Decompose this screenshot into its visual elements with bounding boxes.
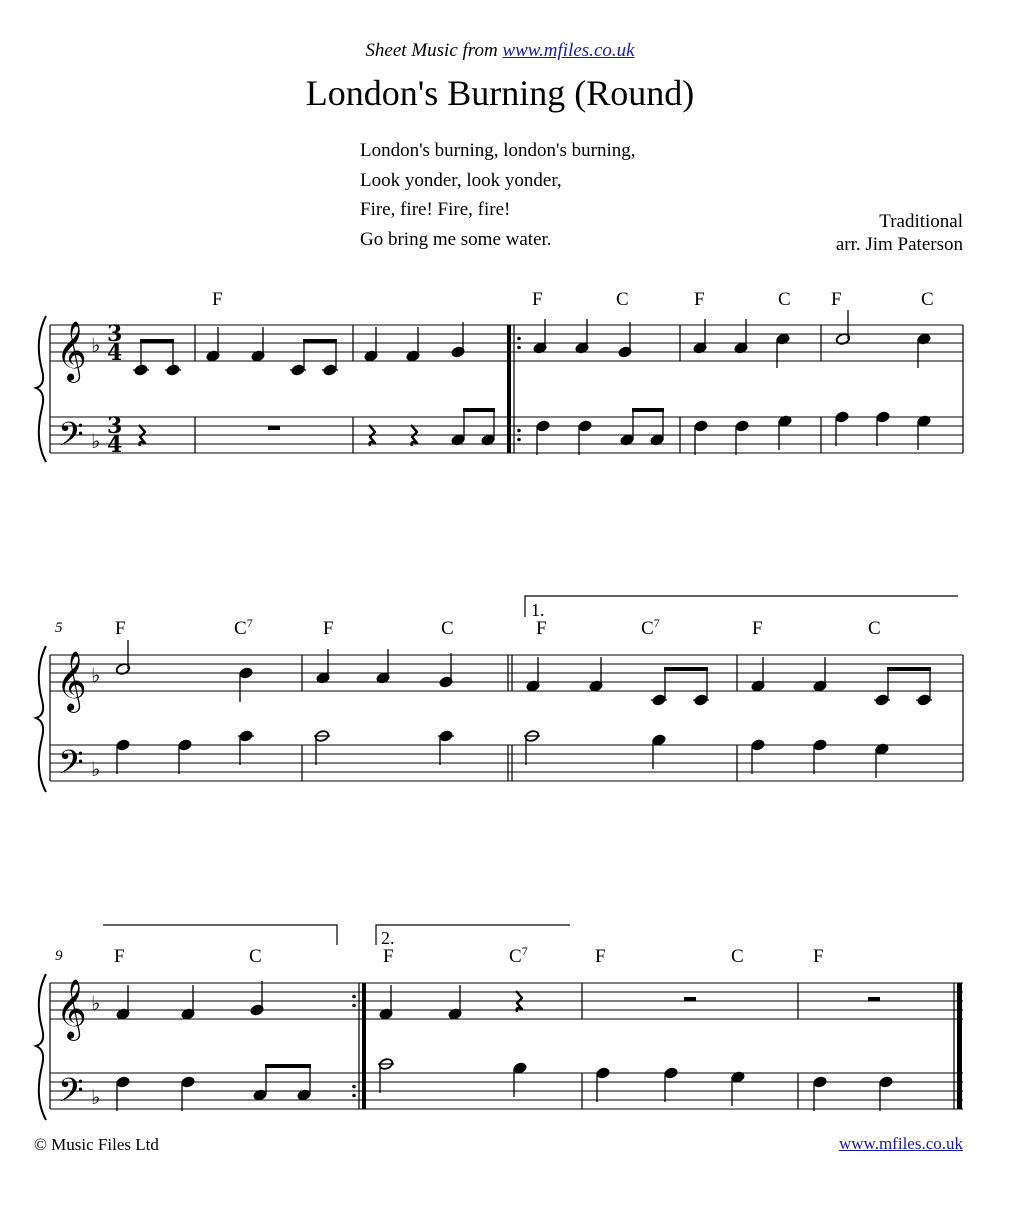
- flat-icon: ♭: [91, 757, 101, 781]
- svg-text:3: 3: [107, 321, 123, 347]
- credit-prefix: Sheet Music from: [365, 40, 498, 61]
- first-ending-bracket: [525, 596, 958, 620]
- chord-symbol: F: [212, 289, 223, 310]
- chord-symbol: C: [778, 289, 791, 310]
- grand-staff-brace: [36, 316, 46, 462]
- repeat-start-barline: [507, 325, 521, 453]
- page-title: London's Burning (Round): [305, 73, 695, 113]
- svg-text:F: F: [115, 618, 126, 639]
- svg-text:F: F: [536, 618, 547, 639]
- system-3: [36, 925, 963, 1120]
- time-signature: [107, 321, 122, 458]
- flat-icon: ♭: [91, 333, 101, 357]
- chord-symbols: [115, 616, 881, 639]
- bass-staff: [50, 417, 963, 453]
- lyric-line: Go bring me some water.: [360, 228, 552, 250]
- treble-clef-icon: 𝄞: [56, 321, 87, 381]
- chord-symbol: C: [921, 289, 934, 310]
- footer-site-link[interactable]: www.mfiles.co.uk: [838, 1134, 963, 1153]
- svg-text:F: F: [323, 618, 334, 639]
- svg-text:F: F: [383, 946, 394, 967]
- footer-copyright: © Music Files Ltd: [34, 1135, 159, 1154]
- svg-text:F: F: [114, 946, 125, 967]
- bass-clef-icon: 𝄢: [58, 416, 84, 462]
- svg-text:C: C: [249, 946, 262, 967]
- svg-text:4: 4: [107, 432, 123, 458]
- flat-icon: ♭: [91, 991, 101, 1015]
- flat-icon: ♭: [91, 1085, 101, 1109]
- measure-number: 9: [55, 948, 63, 964]
- system-1: [36, 289, 963, 462]
- second-ending-bracket: [376, 925, 570, 948]
- bass-clef-icon: 𝄢: [58, 1072, 84, 1118]
- svg-text:C7: $C^7$: [234, 616, 253, 639]
- chord-symbols: [212, 289, 934, 310]
- volta-label: 2.: [381, 928, 395, 948]
- svg-text:C: C: [868, 618, 881, 639]
- svg-text:C: C: [731, 946, 744, 967]
- system-2: [36, 596, 963, 792]
- lyric-line: Look yonder, look yonder,: [360, 169, 562, 191]
- first-ending-bracket: [103, 925, 337, 945]
- measure-number: 5: [55, 620, 63, 636]
- flat-icon: ♭: [91, 429, 101, 453]
- bass-notes: [116, 1058, 893, 1111]
- repeat-end-barline: [352, 983, 366, 1109]
- bass-clef-icon: 𝄢: [58, 744, 84, 790]
- svg-text:C: C: [441, 618, 454, 639]
- chord-symbol: F: [532, 289, 543, 310]
- final-barline: [954, 983, 962, 1109]
- lyric-line: London's burning, london's burning,: [360, 140, 636, 161]
- composer-line: Traditional: [879, 211, 963, 232]
- svg-text:F: F: [813, 946, 824, 967]
- treble-staff: [50, 325, 963, 361]
- chord-symbol: C: [616, 289, 629, 310]
- svg-text:C7: $C^7$: [641, 616, 660, 639]
- svg-text:F: F: [595, 946, 606, 967]
- svg-text:3: 3: [107, 413, 123, 439]
- grand-staff-brace: [36, 974, 46, 1120]
- bass-staff: [50, 745, 963, 781]
- lyric-line: Fire, fire! Fire, fire!: [360, 199, 511, 220]
- treble-clef-icon: 𝄞: [56, 651, 87, 711]
- treble-clef-icon: 𝄞: [56, 979, 87, 1039]
- svg-text:C7: $C^7$: [509, 944, 528, 967]
- svg-text:4: 4: [107, 340, 123, 366]
- volta-label: 1.: [531, 600, 545, 620]
- header-site-link[interactable]: www.mfiles.co.uk: [502, 40, 635, 61]
- chord-symbol: F: [694, 289, 705, 310]
- flat-icon: ♭: [91, 663, 101, 687]
- chord-symbols: [114, 944, 824, 967]
- chord-symbol: F: [831, 289, 842, 310]
- svg-text:F: F: [752, 618, 763, 639]
- arranger-line: arr. Jim Paterson: [835, 234, 963, 255]
- grand-staff-brace: [36, 646, 46, 792]
